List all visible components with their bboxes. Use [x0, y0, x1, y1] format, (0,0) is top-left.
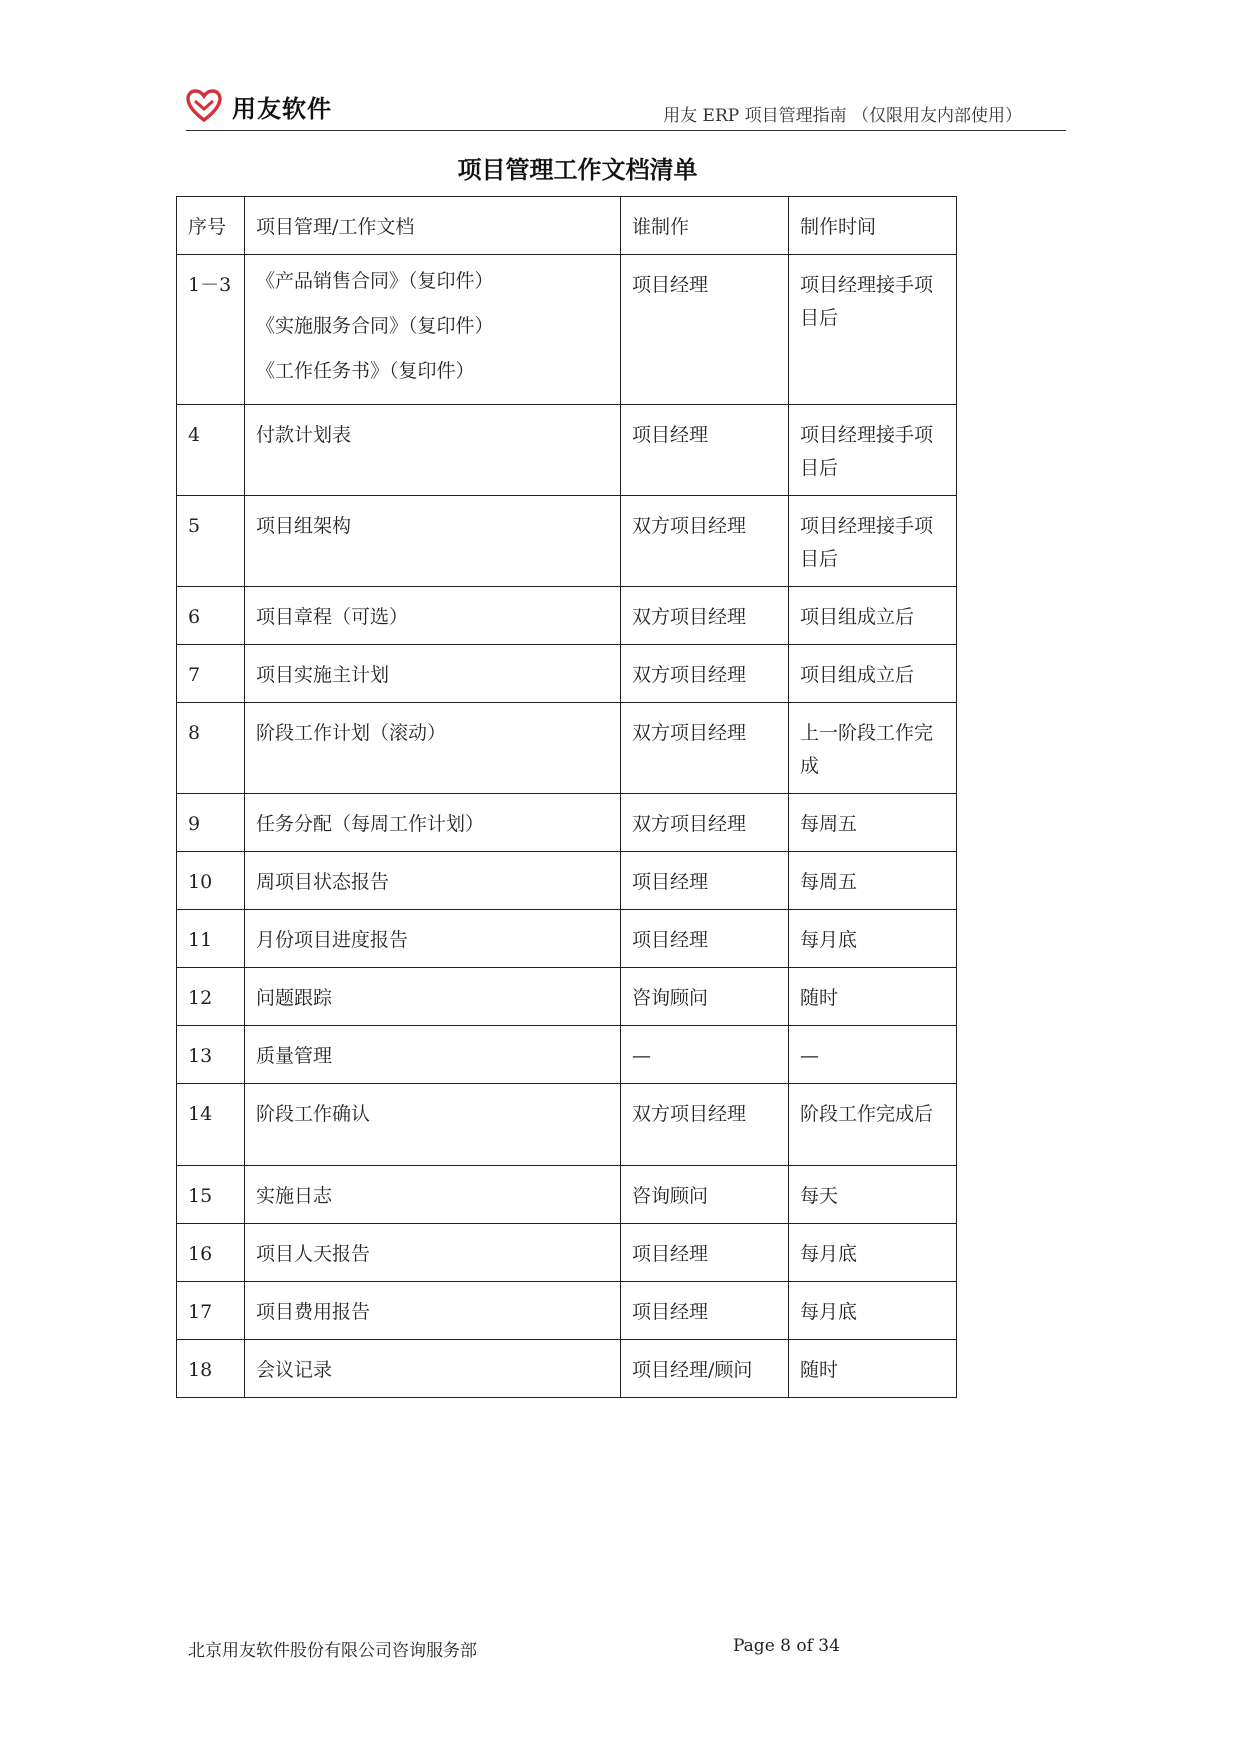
- table-row: [177, 1026, 957, 1084]
- row-owner: 项目经理/顾问: [621, 1340, 789, 1398]
- row-owner: 咨询顾问: [621, 1166, 789, 1224]
- row-time: 项目经理接手项目后: [789, 405, 957, 496]
- document-name: 阶段工作计划（滚动）: [256, 722, 447, 744]
- row-owner: 双方项目经理: [621, 1084, 789, 1166]
- header-title: 用友 ERP 项目管理指南 （仅限用友内部使用）: [663, 106, 1022, 126]
- page-title: 项目管理工作文档清单: [457, 156, 698, 184]
- document-name: 问题跟踪: [256, 987, 333, 1009]
- logo-text: 用友软件: [232, 94, 332, 123]
- table-row: [177, 1282, 957, 1340]
- row-time: 每周五: [789, 794, 957, 852]
- row-document-cell: [245, 587, 621, 645]
- table-row: [177, 405, 957, 496]
- row-document-cell: [245, 1166, 621, 1224]
- document-name: 阶段工作确认: [256, 1103, 371, 1125]
- row-document-cell: [245, 968, 621, 1026]
- row-number: 15: [177, 1166, 245, 1224]
- table-row: [177, 645, 957, 703]
- table-row: [177, 255, 957, 405]
- document-name: 项目人天报告: [256, 1243, 371, 1265]
- row-document-cell: [245, 1026, 621, 1084]
- row-time: 项目经理接手项目后: [789, 496, 957, 587]
- row-time: 项目组成立后: [789, 645, 957, 703]
- footer-company: 北京用友软件股份有限公司咨询服务部: [188, 1641, 477, 1661]
- row-time: 每月底: [789, 910, 957, 968]
- row-owner: 项目经理: [621, 910, 789, 968]
- row-number: 7: [177, 645, 245, 703]
- row-number: 6: [177, 587, 245, 645]
- row-owner: 双方项目经理: [621, 587, 789, 645]
- row-document-cell: [245, 1084, 621, 1166]
- row-document-cell: [245, 852, 621, 910]
- table-row: [177, 1084, 957, 1166]
- row-time: 随时: [789, 968, 957, 1026]
- document-name: 《工作任务书》（复印件）: [256, 360, 475, 382]
- row-number: 14: [177, 1084, 245, 1166]
- row-time: 随时: [789, 1340, 957, 1398]
- row-owner: 双方项目经理: [621, 794, 789, 852]
- row-time: 项目经理接手项目后: [789, 255, 957, 405]
- row-time: 每周五: [789, 852, 957, 910]
- document-name: 周项目状态报告: [256, 871, 390, 893]
- row-time: 项目组成立后: [789, 587, 957, 645]
- row-owner: —: [621, 1026, 789, 1084]
- row-number: 10: [177, 852, 245, 910]
- table-row: [177, 852, 957, 910]
- row-number: 1－3: [177, 255, 245, 405]
- row-time: 上一阶段工作完成: [789, 703, 957, 794]
- row-document-cell: [245, 703, 621, 794]
- row-number: 5: [177, 496, 245, 587]
- row-time: 每天: [789, 1166, 957, 1224]
- row-owner: 双方项目经理: [621, 496, 789, 587]
- table-row: [177, 1340, 957, 1398]
- document-name: 项目费用报告: [256, 1301, 371, 1323]
- row-time: 每月底: [789, 1282, 957, 1340]
- table-row: [177, 1166, 957, 1224]
- row-owner: 项目经理: [621, 852, 789, 910]
- table-header-row: [177, 197, 957, 255]
- column-header-owner: 谁制作: [621, 197, 789, 255]
- row-owner: 项目经理: [621, 1282, 789, 1340]
- row-owner: 项目经理: [621, 255, 789, 405]
- row-owner: 咨询顾问: [621, 968, 789, 1026]
- row-document-cell: [245, 645, 621, 703]
- table-row: [177, 587, 957, 645]
- row-number: 16: [177, 1224, 245, 1282]
- row-document-cell: [245, 1340, 621, 1398]
- table-row: [177, 496, 957, 587]
- row-document-cell: [245, 1282, 621, 1340]
- row-number: 11: [177, 910, 245, 968]
- yonyou-heart-logo-icon: [186, 89, 222, 123]
- document-name: 项目组架构: [256, 515, 352, 537]
- table-row: [177, 910, 957, 968]
- footer-page-number: Page 8 of 34: [733, 1636, 840, 1656]
- row-document-cell: [245, 255, 621, 405]
- table-row: [177, 1224, 957, 1282]
- column-header-document: 项目管理/工作文档: [245, 197, 621, 255]
- row-time: 每月底: [789, 1224, 957, 1282]
- document-name: 《实施服务合同》（复印件）: [256, 315, 494, 337]
- row-owner: 双方项目经理: [621, 645, 789, 703]
- row-time: —: [789, 1026, 957, 1084]
- document-name: 项目章程（可选）: [256, 606, 409, 628]
- document-name: 会议记录: [256, 1359, 333, 1381]
- document-name: 《产品销售合同》（复印件）: [256, 270, 494, 292]
- document-name: 月份项目进度报告: [256, 929, 409, 951]
- row-time: 阶段工作完成后: [789, 1084, 957, 1166]
- row-owner: 项目经理: [621, 405, 789, 496]
- row-number: 4: [177, 405, 245, 496]
- document-name: 项目实施主计划: [256, 664, 390, 686]
- column-header-number: 序号: [177, 197, 245, 255]
- row-number: 9: [177, 794, 245, 852]
- table-row: [177, 968, 957, 1026]
- row-document-cell: [245, 794, 621, 852]
- document-list-table: [176, 196, 957, 1398]
- row-number: 8: [177, 703, 245, 794]
- company-logo: [186, 88, 332, 124]
- table-row: [177, 794, 957, 852]
- row-number: 17: [177, 1282, 245, 1340]
- document-name: 付款计划表: [256, 424, 352, 446]
- table-row: [177, 703, 957, 794]
- row-document-cell: [245, 1224, 621, 1282]
- document-name: 任务分配（每周工作计划）: [256, 813, 485, 835]
- page-header: [186, 88, 1066, 131]
- document-name: 质量管理: [256, 1045, 333, 1067]
- column-header-time: 制作时间: [789, 197, 957, 255]
- document-name: 实施日志: [256, 1185, 333, 1207]
- row-number: 13: [177, 1026, 245, 1084]
- row-owner: 项目经理: [621, 1224, 789, 1282]
- row-number: 12: [177, 968, 245, 1026]
- row-owner: 双方项目经理: [621, 703, 789, 794]
- row-number: 18: [177, 1340, 245, 1398]
- row-document-cell: [245, 910, 621, 968]
- row-document-cell: [245, 496, 621, 587]
- row-document-cell: [245, 405, 621, 496]
